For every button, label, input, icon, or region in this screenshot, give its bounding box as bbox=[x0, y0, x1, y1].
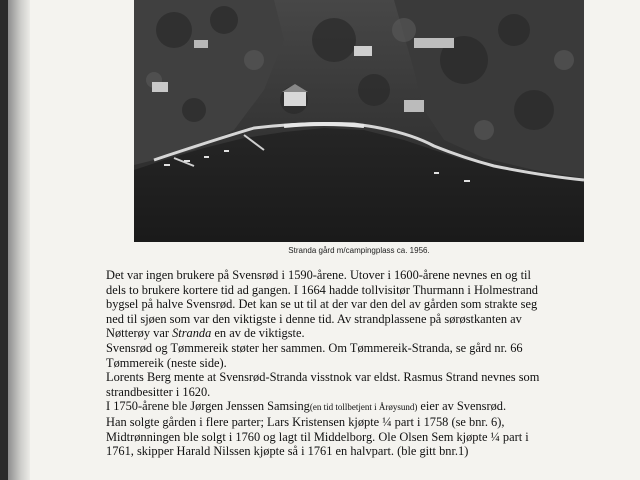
text-line: 1761, skipper Harald Nilssen kjøpte så i 1761 en halvpart. (ble gitt bnr.1) bbox=[106, 444, 469, 459]
italic-place-name: Stranda bbox=[172, 326, 212, 341]
text-line bbox=[106, 326, 626, 341]
historical-photo bbox=[134, 0, 584, 242]
text-segment: eier av Svensrød. bbox=[417, 399, 507, 414]
text-line: Tømmereik (neste side). bbox=[106, 355, 227, 370]
text-line: Svensrød og Tømmereik støter her sammen. Om Tømmereik-Stranda, se gård nr. 66 bbox=[106, 340, 523, 355]
text-line bbox=[106, 399, 626, 415]
text-segment: I 1750-årene ble Jørgen Jenssen Samsing bbox=[106, 399, 310, 414]
text-line: bygsel på halve Svensrød. Det kan se ut til at der var den del av gården som strakte seg bbox=[106, 297, 538, 312]
text-line: Det var ingen brukere på Svensrød i 1590-årene. Utover i 1600-årene nevnes en og til bbox=[106, 268, 531, 282]
book-spine bbox=[8, 0, 30, 480]
photo-caption: Stranda gård m/campingplass ca. 1956. bbox=[288, 246, 430, 255]
text-line: Midtrønningen ble solgt i 1760 og lagt til Middelborg. Ole Olsen Sem kjøpte ¼ part i bbox=[106, 429, 529, 444]
text-line: Lorents Berg mente at Svensrød-Stranda visstnok var eldst. Rasmus Strand nevnes som bbox=[106, 370, 540, 385]
text-line: strandbesitter i 1620. bbox=[106, 384, 211, 399]
text-line: dels to brukere kortere tid ad gangen. I 1664 hadde tollvisitør Thurmann i Holmestrand bbox=[106, 282, 538, 297]
document-page bbox=[8, 0, 640, 480]
body-text bbox=[106, 268, 626, 459]
small-note: (en tid tollbetjent i Årøysund) bbox=[309, 402, 418, 413]
photo-image bbox=[134, 0, 584, 242]
text-line: ned til sjøen som var den viktigste i denne tid. Av strandplassene på sørøstkanten av bbox=[106, 311, 522, 326]
text-segment: en av de viktigste. bbox=[211, 326, 305, 341]
text-segment: Nøtterøy var bbox=[106, 326, 173, 341]
text-line: Han solgte gården i flere parter; Lars Kristensen kjøpte ¼ part i 1758 (se bnr. 6), bbox=[106, 414, 505, 429]
